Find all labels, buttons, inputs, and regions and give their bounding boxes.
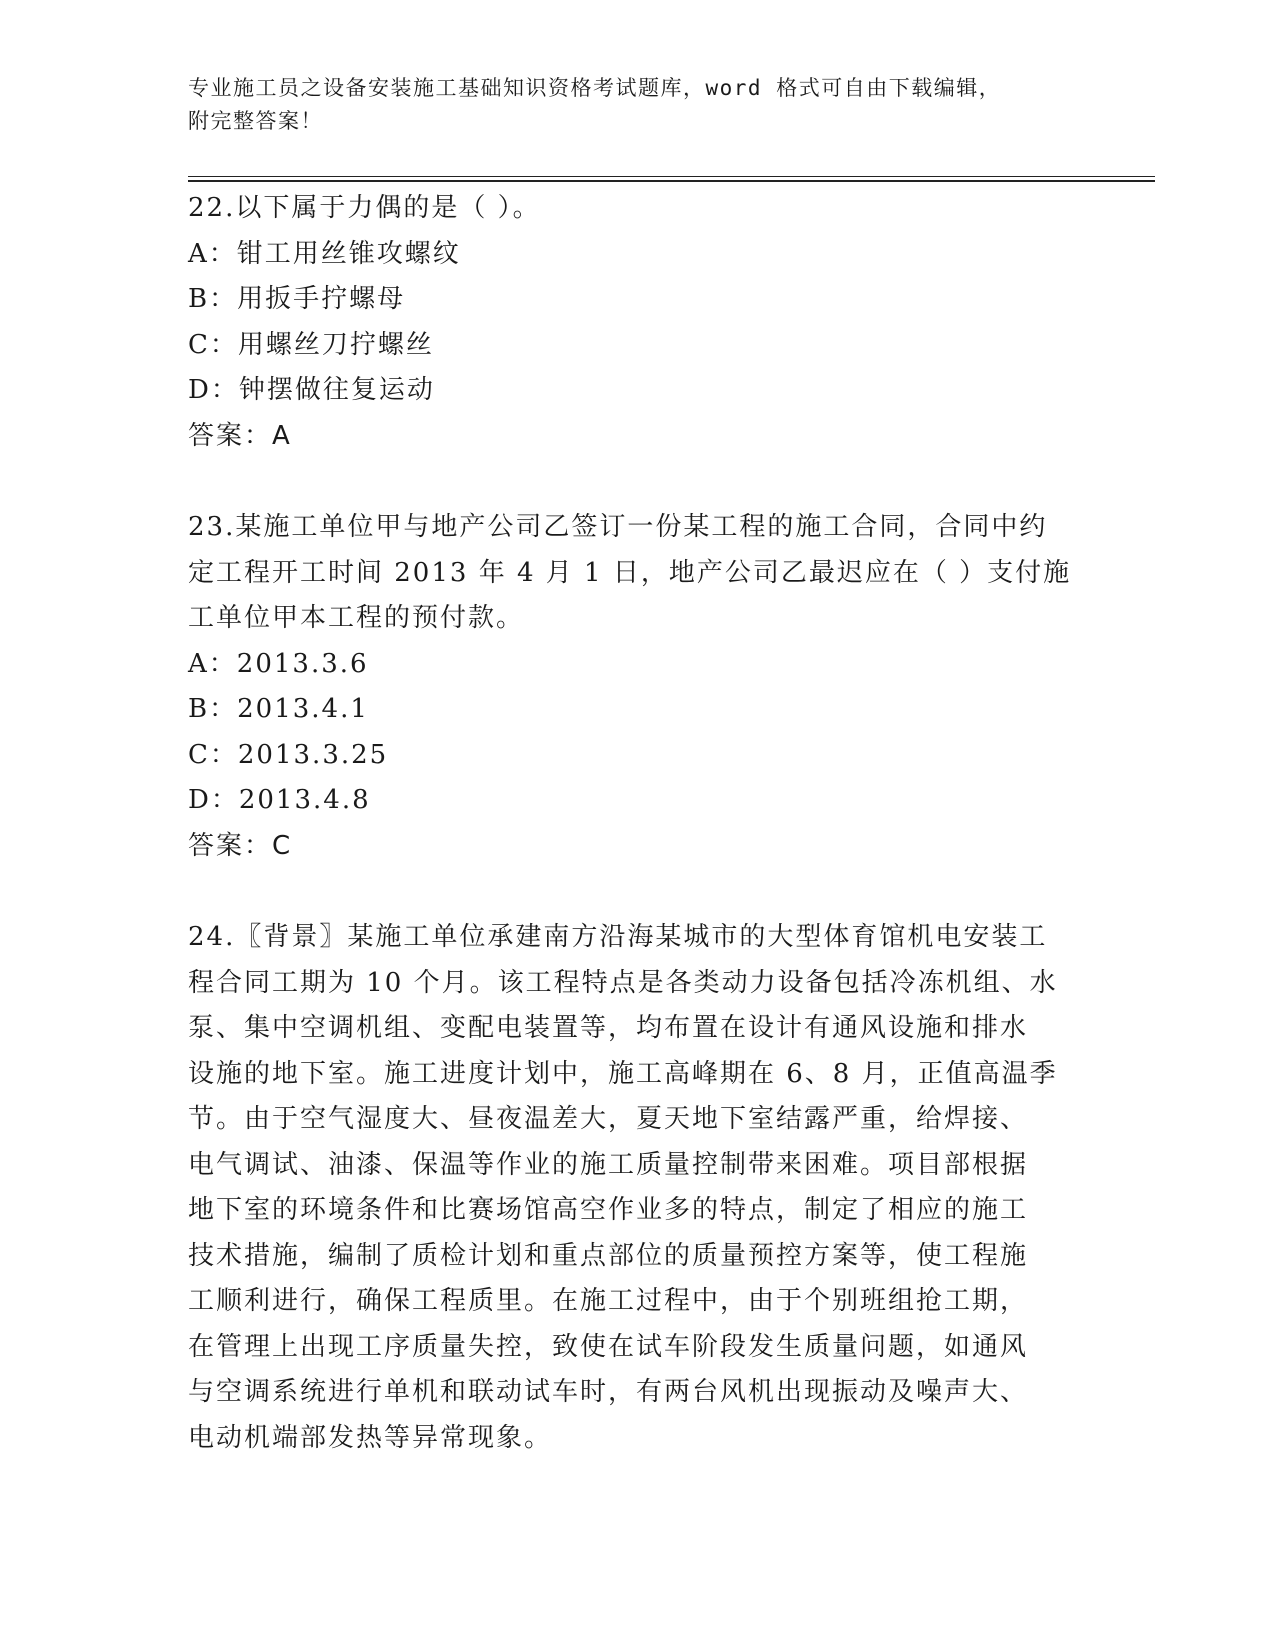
- question-stem: 工顺利进行，确保工程质里。在施工过程中，由于个别班组抢工期，: [188, 1286, 1029, 1316]
- question-stem: 泵、集中空调机组、变配电装置等，均布置在设计有通风设施和排水: [188, 1013, 1029, 1043]
- header-line: 附完整答案！: [188, 109, 323, 133]
- question-spacer: [188, 869, 1088, 915]
- question-23: [188, 505, 1088, 869]
- question-stem: 在管理上出现工序质量失控，致使在试车阶段发生质量问题，如通风: [188, 1331, 1029, 1362]
- question-spacer: [188, 459, 1088, 505]
- option-a: A：2013.3.6: [188, 648, 369, 679]
- question-stem: 技术措施，编制了质检计划和重点部位的质量预控方案等，使工程施: [188, 1240, 1029, 1271]
- question-stem: 设施的地下室。施工进度计划中，施工高峰期在 6、8 月，正值高温季: [188, 1058, 1058, 1089]
- question-stem: 23.某施工单位甲与地产公司乙签订一份某工程的施工合同，合同中约: [188, 512, 1048, 542]
- question-stem: 电动机端部发热等异常现象。: [188, 1422, 553, 1453]
- header-line: 专业施工员之设备安装施工基础知识资格考试题库，word 格式可自由下载编辑，: [188, 76, 1002, 100]
- question-24: [188, 915, 1088, 1461]
- question-stem: 定工程开工时间 2013 年 4 月 1 日，地产公司乙最迟应在（ ）支付施: [188, 557, 1072, 588]
- question-stem: 电气调试、油漆、保温等作业的施工质量控制带来困难。项目部根据: [188, 1149, 1029, 1180]
- answer-line: 答案：A: [188, 420, 292, 451]
- option-a: A：钳工用丝锥攻螺纹: [188, 238, 461, 269]
- option-b: B：2013.4.1: [188, 694, 369, 724]
- option-d: D：钟摆做往复运动: [188, 375, 435, 405]
- question-stem: 22.以下属于力偶的是（ ）。: [188, 193, 541, 223]
- answer-line: 答案：C: [188, 830, 293, 861]
- question-stem: 节。由于空气湿度大、昼夜温差大，夏天地下室结露严重，给焊接、: [188, 1104, 1029, 1134]
- question-stem: 程合同工期为 10 个月。该工程特点是各类动力设备包括冷冻机组、水: [188, 967, 1058, 998]
- question-22: [188, 186, 1088, 459]
- question-stem: 地下室的环境条件和比赛场馆高空作业多的特点，制定了相应的施工: [188, 1195, 1029, 1225]
- document-header: [188, 72, 1088, 138]
- option-c: C：2013.3.25: [188, 739, 389, 770]
- question-stem: 工单位甲本工程的预付款。: [188, 603, 525, 633]
- header-divider-thin: [188, 176, 1155, 177]
- question-list: [188, 186, 1088, 1461]
- option-d: D：2013.4.8: [188, 785, 371, 815]
- question-stem: 与空调系统进行单机和联动试车时，有两台风机出现振动及噪声大、: [188, 1377, 1029, 1407]
- option-b: B：用扳手拧螺母: [188, 284, 406, 314]
- header-divider-thick: [188, 180, 1155, 182]
- option-c: C：用螺丝刀拧螺丝: [188, 329, 434, 360]
- question-stem: 24.〖背景〗某施工单位承建南方沿海某城市的大型体育馆机电安装工: [188, 922, 1048, 952]
